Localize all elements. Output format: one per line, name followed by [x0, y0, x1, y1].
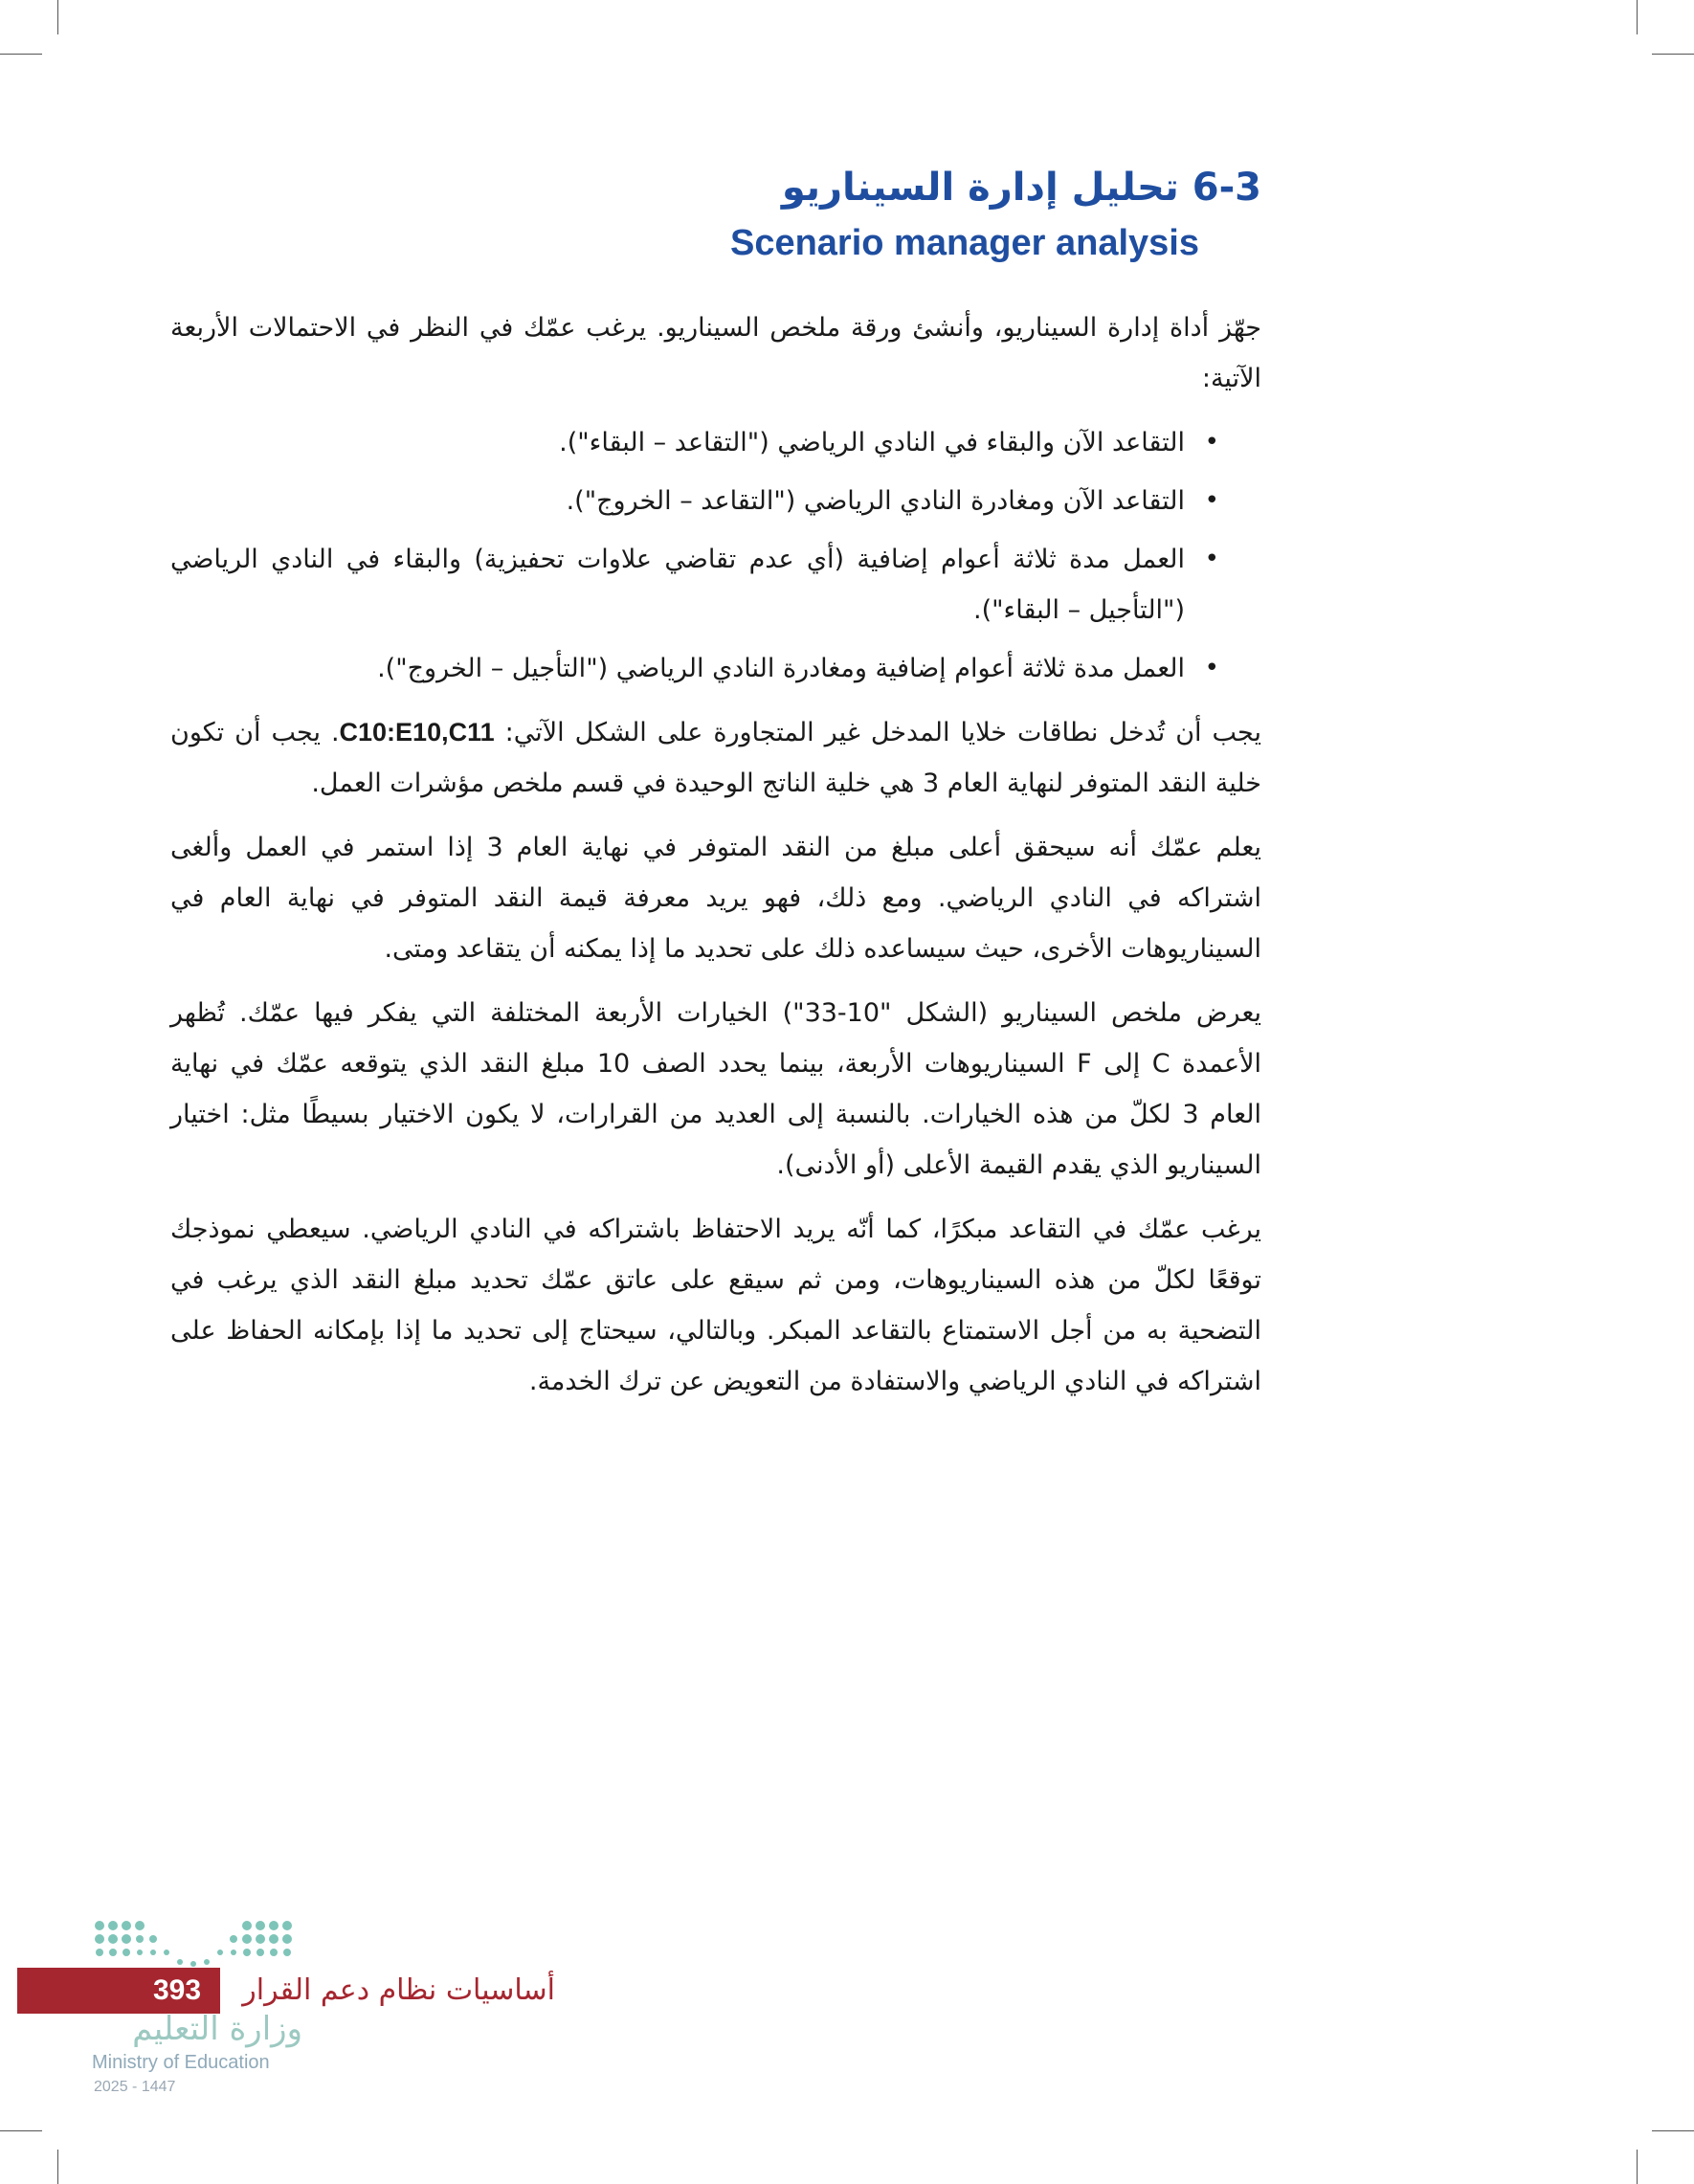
paragraph-text: . يجب أن تكون خلية النقد المتوفر لنهاية العام 3 هي خلية الناتج الوحيدة في قسم ملخص مؤشرات العمل.: [170, 718, 1261, 798]
heading-arabic: 6-3 تحليل إدارة السيناريو: [781, 166, 1261, 210]
list-item: • العمل مدة ثلاثة أعوام إضافية (أي عدم تقاضي علاوات تحفيزية) والبقاء في النادي الرياضي ("التأجيل – البقاء").: [170, 534, 1185, 635]
paragraph: يرغب عمّك في التقاعد مبكرًا، كما أنّه يريد الاحتفاظ باشتراكه في النادي الرياضي. سيعطي نموذجك توقعًا لكلّ من هذه السيناريوهات، ومن ثم سيقع على عاتق عمّك تحديد مبلغ النقد الذي يرغب في التضحية به من أجل الاستمتاع بالتقاعد المبكر. وبالتالي، سيحتاج إلى تحديد ما إذا بإمكانه الحفاظ على اشتراكه في النادي الرياضي والاستفادة من التعويض عن ترك الخدمة.: [170, 1215, 1261, 1396]
book-title: أساسيات نظام دعم القرار: [242, 1973, 555, 2007]
ministry-name-arabic: وزارة التعليم: [132, 2010, 302, 2048]
ministry-name-english: Ministry of Education: [92, 2052, 270, 2073]
list-item: • التقاعد الآن ومغادرة النادي الرياضي ("التقاعد – الخروج").: [170, 476, 1185, 526]
heading-english: Scenario manager analysis: [729, 223, 1199, 263]
body-text: [170, 302, 1261, 1420]
paragraph: يعلم عمّك أنه سيحقق أعلى مبلغ من النقد المتوفر في نهاية العام 3 إذا استمر في العمل وألغى اشتراكه في النادي الرياضي. ومع ذلك، فهو يريد معرفة قيمة النقد المتوفر في نهاية العام في السيناريوهات الأخرى، حيث سيساعده ذلك على تحديد ما إذا يمكنه أن يتقاعد ومتى.: [170, 833, 1261, 964]
edition-year: 2025 - 1447: [94, 2079, 176, 2095]
crop-mark: [57, 2150, 58, 2184]
crop-mark: [1637, 0, 1638, 34]
paragraph-text: يجب أن تُدخل نطاقات خلايا المدخل غير المتجاورة على الشكل الآتي:: [504, 718, 1261, 747]
crop-mark: [0, 2130, 42, 2131]
intro-paragraph: جهّز أداة إدارة السيناريو، وأنشئ ورقة ملخص السيناريو. يرغب عمّك في النظر في الاحتمالات الأربعة الآتية:: [170, 313, 1261, 393]
crop-mark: [57, 0, 58, 34]
crop-mark: [1652, 2130, 1694, 2131]
section-heading: [400, 161, 1261, 272]
list-item: • العمل مدة ثلاثة أعوام إضافية ومغادرة النادي الرياضي ("التأجيل – الخروج").: [170, 643, 1185, 694]
crop-mark: [1652, 54, 1694, 55]
cell-range-code: C10:E10,C11: [339, 718, 495, 747]
input-cells-paragraph: [170, 707, 1261, 809]
crop-mark: [1637, 2150, 1638, 2184]
scenario-list: [170, 417, 1261, 694]
paragraph: يعرض ملخص السيناريو (الشكل "10-33") الخيارات الأربعة المختلفة التي يفكر فيها عمّك. تُظهر الأعمدة C إلى F السيناريوهات الأربعة، بينما يحدد الصف 10 مبلغ النقد الذي يتوقعه عمّك في نهاية العام 3 لكلّ من هذه الخيارات. بالنسبة إلى العديد من القرارات، لا يكون الاختيار بسيطًا مثل: اختيار السيناريو الذي يقدم القيمة الأعلى (أو الأدنى).: [170, 998, 1262, 1180]
page-number: 393: [152, 1974, 202, 2006]
crop-mark: [0, 54, 42, 55]
list-item: • التقاعد الآن والبقاء في النادي الرياضي ("التقاعد – البقاء").: [170, 417, 1185, 468]
